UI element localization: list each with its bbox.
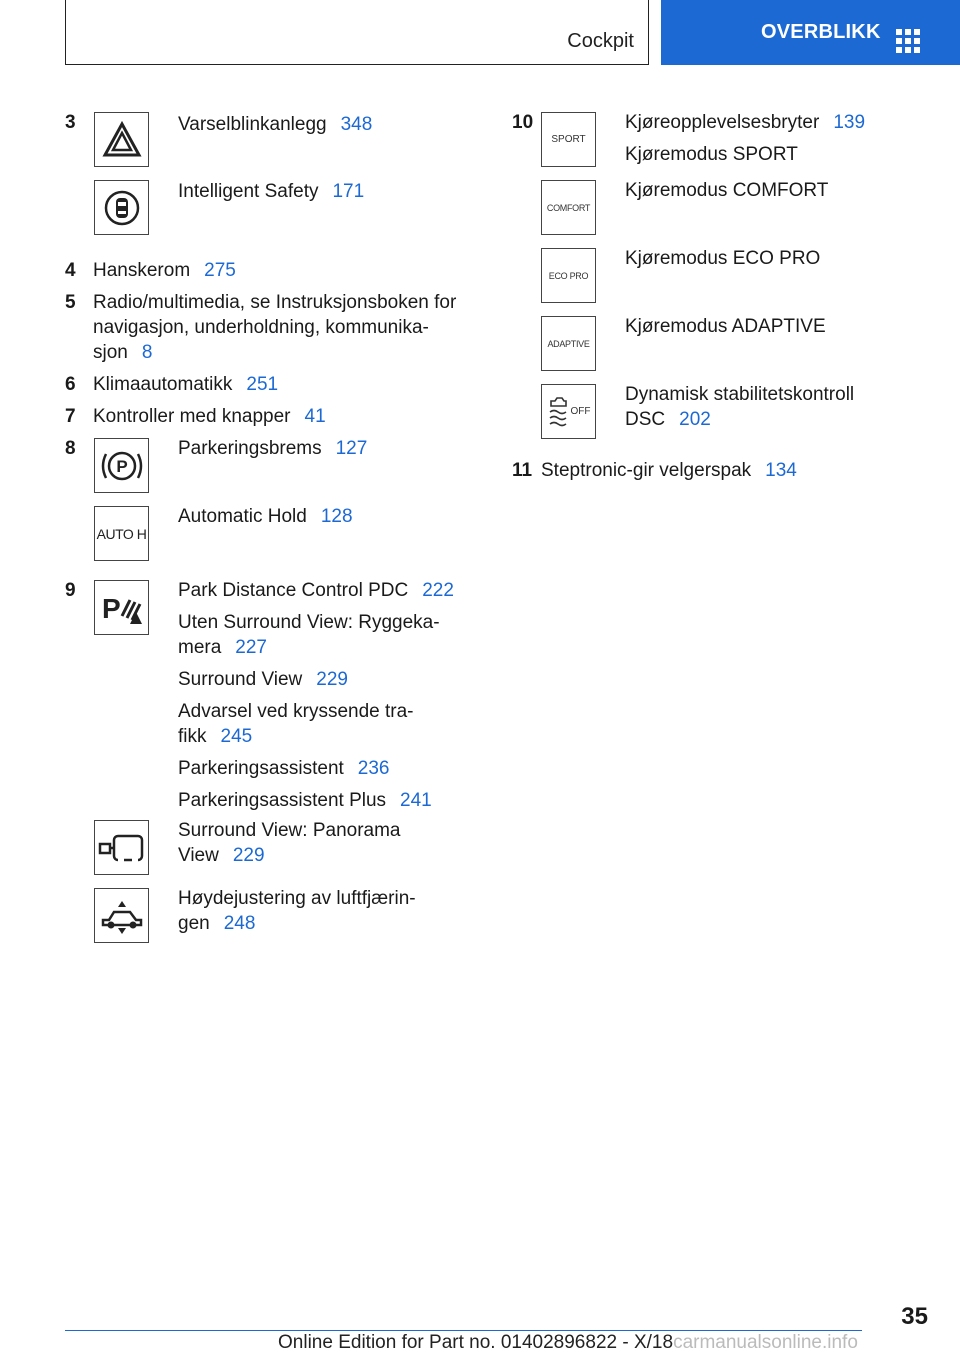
parking-assistant-label: Parkeringsassistent: [178, 758, 344, 779]
right-column: [512, 110, 912, 494]
svg-text:P: P: [115, 456, 128, 476]
cross-traffic-line-1: Advarsel ved kryssende tra-: [178, 701, 414, 722]
comfort-mode-icon: COMFORT: [541, 180, 596, 235]
pdc-label: Park Distance Control PDC: [178, 580, 409, 601]
glovebox-label: Hanskerom: [93, 260, 191, 281]
page-ref-link[interactable]: 229: [232, 845, 265, 866]
left-column: [65, 110, 465, 958]
driving-experience-switch-label: Kjøreopplevelsesbryter: [625, 112, 820, 133]
cross-traffic-line-2: fikk: [178, 726, 207, 747]
item-number: 11: [512, 460, 533, 481]
adaptive-mode-icon: ADAPTIVE: [541, 316, 596, 371]
auto-hold-label: Automatic Hold: [178, 506, 307, 527]
radio-line-3: sjon: [93, 342, 128, 363]
page-ref-link[interactable]: 41: [304, 406, 326, 427]
intelligent-safety-icon: [94, 180, 149, 235]
page-ref-link[interactable]: 251: [246, 374, 279, 395]
item-7: [65, 404, 465, 436]
item-3: [65, 110, 465, 258]
item-number: 9: [65, 580, 76, 601]
radio-line-2: navigasjon, underholdning, kommunika-: [93, 317, 429, 338]
panorama-view-icon: [94, 820, 149, 875]
page-number: 35: [901, 1303, 928, 1330]
page-ref-link[interactable]: 128: [320, 506, 353, 527]
section-title: Cockpit: [567, 30, 634, 52]
steptronic-label: Steptronic-gir velgerspak: [541, 460, 752, 481]
pdc-icon: [94, 580, 149, 635]
page-ref-link[interactable]: 245: [220, 726, 253, 747]
air-suspension-line-2: gen: [178, 913, 210, 934]
item-9: [65, 578, 465, 958]
hazard-lights-label: Varselblinkanlegg: [178, 114, 327, 135]
dsc-line-1: Dynamisk stabilitetskontroll: [625, 384, 855, 405]
page-ref-link[interactable]: 171: [332, 181, 365, 202]
dsc-line-2: DSC: [625, 409, 666, 430]
sport-mode-icon: SPORT: [541, 112, 596, 167]
grid-menu-icon: [896, 29, 922, 53]
item-4: [65, 258, 465, 290]
tab-overview[interactable]: [661, 0, 960, 65]
page-ref-link[interactable]: 275: [204, 260, 236, 281]
page-ref-link[interactable]: 227: [235, 637, 267, 658]
tab-overview-label: OVERBLIKK: [761, 21, 881, 43]
hazard-warning-icon: [94, 112, 149, 167]
footer-divider: [65, 1330, 862, 1331]
comfort-mode-label: Kjøremodus COMFORT: [625, 180, 829, 201]
air-suspension-icon: [94, 888, 149, 943]
page-ref-link[interactable]: 236: [357, 758, 390, 779]
radio-line-1: Radio/multimedia, se Instruksjonsboken for: [93, 292, 457, 313]
page-ref-link[interactable]: 139: [833, 112, 866, 133]
adaptive-mode-label: Kjøremodus ADAPTIVE: [625, 316, 826, 337]
page-ref-link[interactable]: 127: [335, 438, 368, 459]
rear-camera-line-1: Uten Surround View: Ryggeka-: [178, 612, 440, 633]
parking-brake-icon: [94, 438, 149, 493]
item-number: 7: [65, 406, 76, 427]
parking-assistant-plus-label: Parkeringsassistent Plus: [178, 790, 387, 811]
dsc-off-icon: OFF: [541, 384, 596, 439]
page-ref-link[interactable]: 229: [316, 669, 348, 690]
eco-pro-mode-icon: ECO PRO: [541, 248, 596, 303]
item-number: 10: [512, 112, 534, 133]
item-number: 5: [65, 292, 76, 313]
item-6: [65, 372, 465, 404]
rear-camera-line-2: mera: [178, 637, 222, 658]
item-11: [512, 458, 912, 490]
page-ref-link[interactable]: 202: [679, 409, 711, 430]
watermark-text: carmanualsonline.info: [673, 1332, 858, 1353]
item-number: 6: [65, 374, 76, 395]
page-ref-link[interactable]: 241: [400, 790, 432, 811]
item-5: [65, 290, 465, 372]
sport-mode-label: Kjøremodus SPORT: [625, 144, 798, 165]
item-8: [65, 436, 465, 578]
parking-brake-label: Parkeringsbrems: [178, 438, 322, 459]
item-number: 3: [65, 112, 76, 133]
intelligent-safety-label: Intelligent Safety: [178, 181, 319, 202]
page-ref-link[interactable]: 222: [422, 580, 454, 601]
climate-label: Klimaautomatikk: [93, 374, 233, 395]
air-suspension-line-1: Høydejustering av luftfjærin-: [178, 888, 416, 909]
page-ref-link[interactable]: 134: [765, 460, 797, 481]
header-frame: [65, 0, 649, 65]
surround-view-label: Surround View: [178, 669, 303, 690]
item-10: [512, 110, 912, 462]
panorama-line-1: Surround View: Panorama: [178, 820, 401, 841]
page-ref-link[interactable]: 8: [141, 342, 153, 363]
svg-text:P: P: [101, 592, 121, 624]
eco-pro-mode-label: Kjøremodus ECO PRO: [625, 248, 821, 269]
page-ref-link[interactable]: 248: [223, 913, 256, 934]
item-number: 8: [65, 438, 76, 459]
item-number: 4: [65, 260, 76, 281]
auto-hold-icon: AUTO H: [94, 506, 149, 561]
edition-note: Online Edition for Part no. 01402896822 - X/18: [278, 1332, 674, 1353]
page-ref-link[interactable]: 348: [340, 114, 373, 135]
panorama-line-2: View: [178, 845, 219, 866]
controller-label: Kontroller med knapper: [93, 406, 291, 427]
